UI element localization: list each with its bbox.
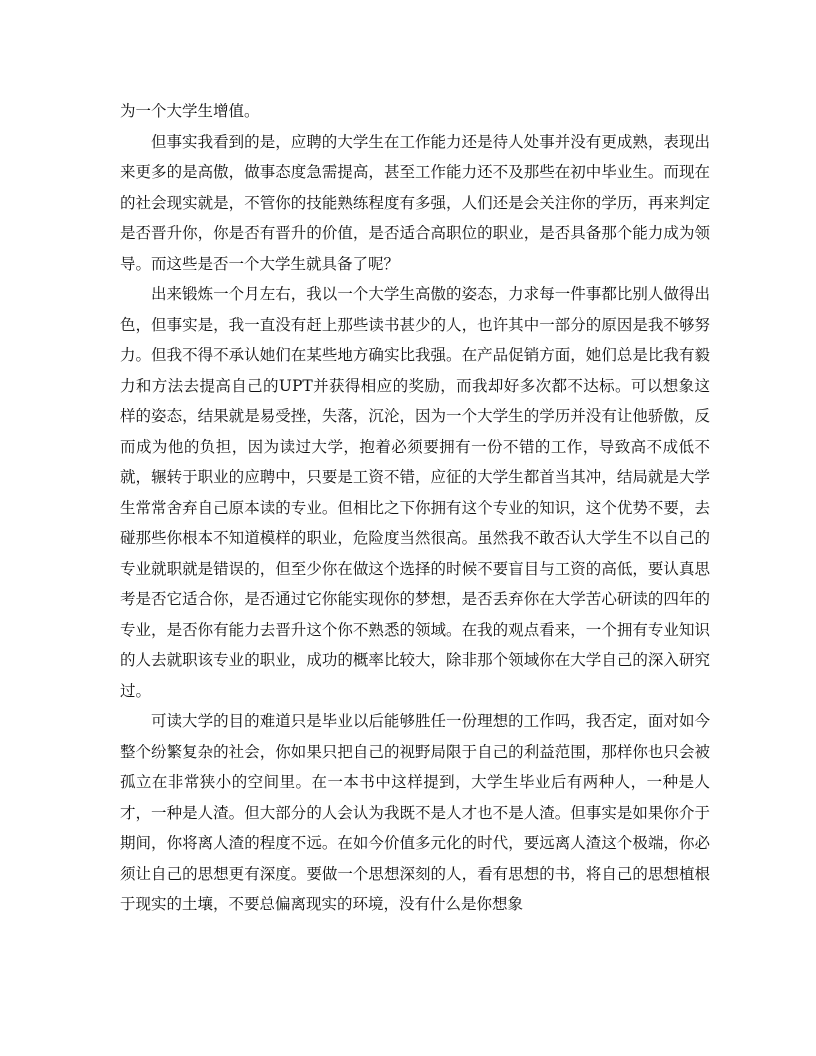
paragraph-purpose-of-university: 可读大学的目的难道只是毕业以后能够胜任一份理想的工作吗，我否定，面对如今整个纷繁复杂的社会，你如果只把自己的视野局限于自己的利益范围，那样你也只会被孤立在非常狭小的空间里。在一本书中这样提到，大学生毕业后有两种人，一种是人才，一种是人渣。但大部分的人会认为我既不是人才也不是人渣。但事实是如果你介于期间，你将离人渣的程度不远。在如今价值多元化的时代，要远离人渣这个极端，你必须让自己的思想更有深度。要做一个思想深刻的人，看有思想的书，将自己的思想植根于现实的土壤，不要总偏离现实的环境，没有什么是你想象 [120,712,710,913]
paragraph-observation: 但事实我看到的是，应聘的大学生在工作能力还是待人处事并没有更成熟，表现出来更多的是高傲，做事态度急需提高，甚至工作能力还不及那些在初中毕业生。而现在的社会现实就是，不管你的技能熟练程度有多强，人们还是会关注你的学历，再来判定是否晋升你，你是否有晋升的价值，是否适合高职位的职业，是否具备那个能力成为领导。而这些是否一个大学生就具备了呢？ [120,132,710,273]
paragraph-work-experience: 出来锻炼一个月左右，我以一个大学生高傲的姿态，力求每一件事都比别人做得出色，但事实是，我一直没有赶上那些读书甚少的人，也许其中一部分的原因是我不够努力。但我不得不承认她们在某些地方确实比我强。在产品促销方面，她们总是比我有毅力和方法去提高自己的UPT并获得相应的奖励，而我却好多次都不达标。可以想象这样的姿态，结果就是易受挫，失落，沉沦，因为一个大学生的学历并没有让他骄傲，反而成为他的负担，因为读过大学，抱着必须要拥有一份不错的工作，导致高不成低不就，辗转于职业的应聘中，只要是工资不错，应征的大学生都首当其冲，结局就是大学生常常舍弃自己原本读的专业。但相比之下你拥有这个专业的知识，这个优势不要，去碰那些你根本不知道模样的职业，危险度当然很高。虽然我不敢否认大学生不以自己的专业就职就是错误的，但至少你在做这个选择的时候不要盲目与工资的高低，要认真思考是否它适合你，是否通过它你能实现你的梦想，是否丢弃你在大学苦心研读的四年的专业，是否你有能力去晋升这个你不熟悉的领域。在我的观点看来，一个拥有专业知识的人去就职该专业的职业，成功的概率比较大，除非那个领域你在大学自己的深入研究过。 [120,285,710,700]
document-body [120,96,710,920]
paragraph-continuation: 为一个大学生增值。 [120,102,260,120]
